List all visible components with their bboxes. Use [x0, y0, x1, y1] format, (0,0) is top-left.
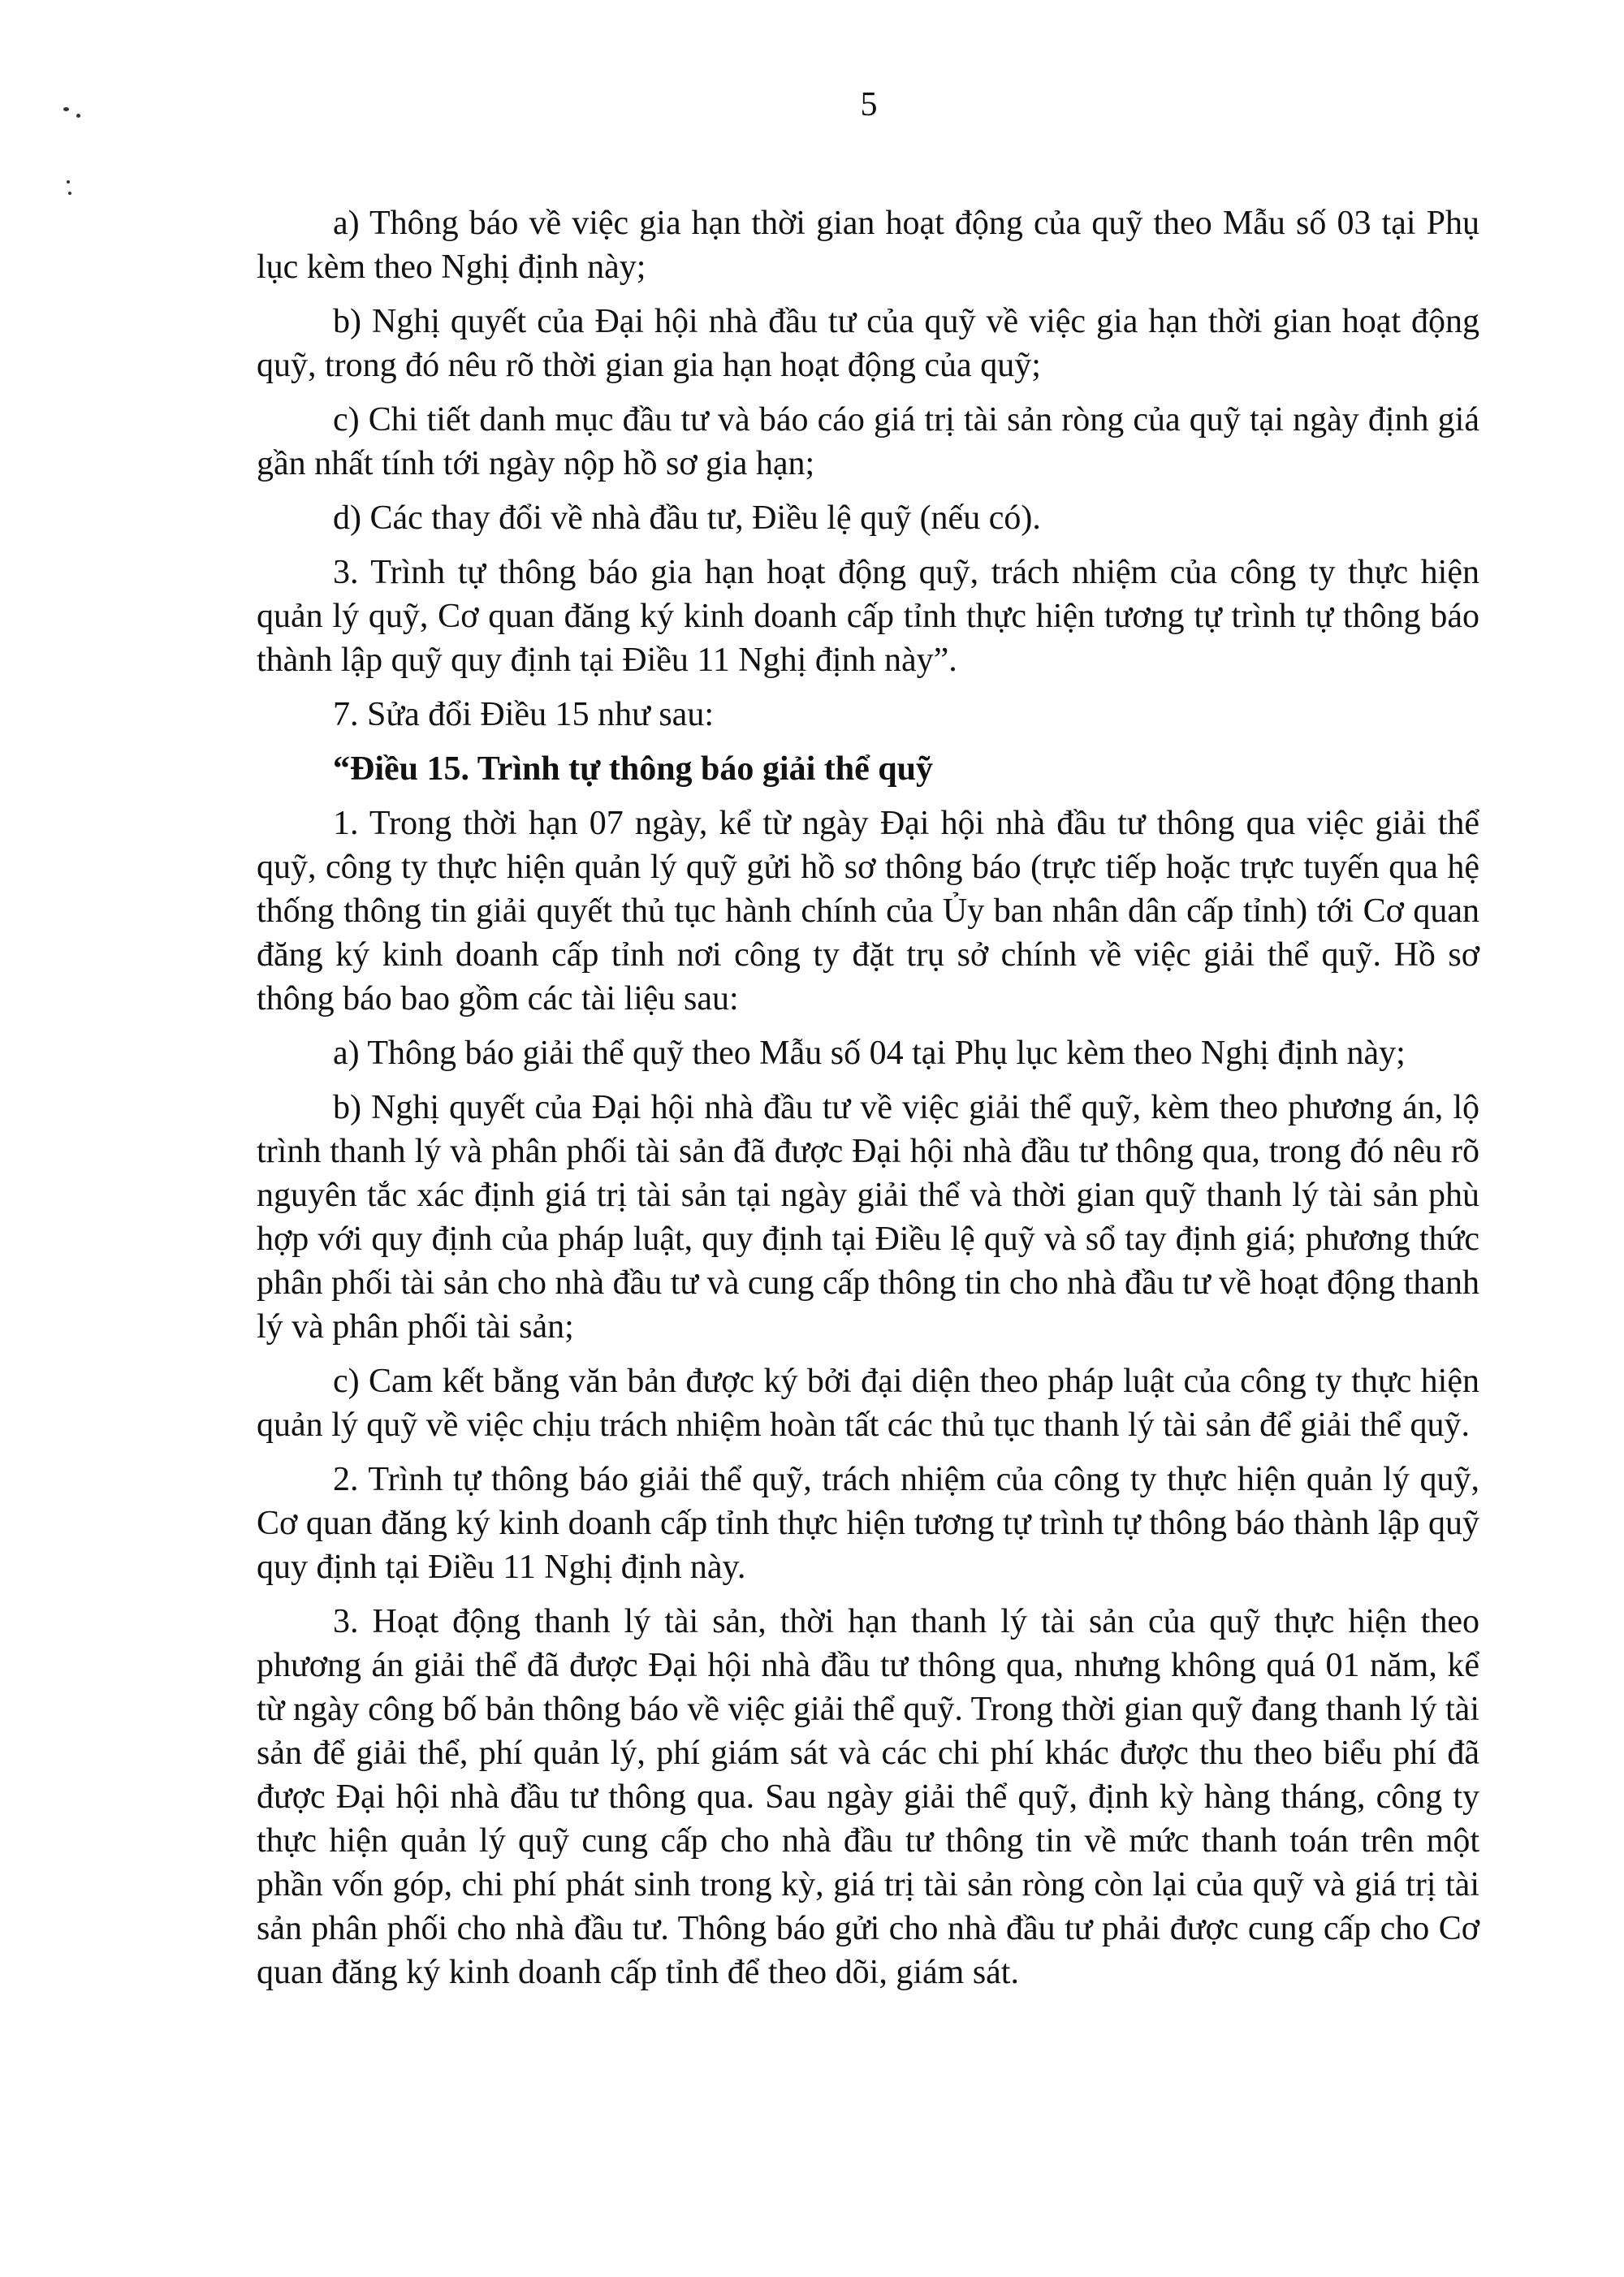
- clause-3: 3. Trình tự thông báo gia hạn hoạt động quỹ, trách nhiệm của công ty thực hiện quản lý quỹ, Cơ quan đăng ký kinh doanh cấp tỉnh thực hiện tương tự trình tự thông báo thành lập quỹ quy định tại Điều 11 Nghị định này”.: [257, 554, 1479, 679]
- article-15-clause-1a: a) Thông báo giải thể quỹ theo Mẫu số 04 tại Phụ lục kèm theo Nghị định này;: [333, 1035, 1406, 1072]
- clause-2a: a) Thông báo về việc gia hạn thời gian hoạt động của quỹ theo Mẫu số 03 tại Phụ lục kèm theo Nghị định này;: [257, 205, 1479, 286]
- page-number: 5: [860, 86, 878, 123]
- scan-speck: [68, 192, 71, 195]
- amendment-7: 7. Sửa đổi Điều 15 như sau:: [333, 696, 714, 733]
- article-15-heading: “Điều 15. Trình tự thông báo giải thể quỹ: [333, 750, 933, 788]
- clause-2d: d) Các thay đổi về nhà đầu tư, Điều lệ quỹ (nếu có).: [333, 499, 1041, 537]
- article-15-clause-1b: b) Nghị quyết của Đại hội nhà đầu tư về việc giải thể quỹ, kèm theo phương án, lộ trình thanh lý và phân phối tài sản đã được Đại hội nhà đầu tư thông qua, trong đó nêu rõ nguyên tắc xác định giá trị tài sản tại ngày giải thể và thời gian quỹ thanh lý tài sản phù hợp với quy định của pháp luật, quy định tại Điều lệ quỹ và sổ tay định giá; phương thức phân phối tài sản cho nhà đầu tư và cung cấp thông tin cho nhà đầu tư về hoạt động thanh lý và phân phối tài sản;: [257, 1089, 1479, 1346]
- clause-2b: b) Nghị quyết của Đại hội nhà đầu tư của quỹ về việc gia hạn thời gian hoạt động quỹ, trong đó nêu rõ thời gian gia hạn hoạt động của quỹ;: [257, 303, 1479, 384]
- article-15-clause-2: 2. Trình tự thông báo giải thể quỹ, trách nhiệm của công ty thực hiện quản lý quỹ, Cơ quan đăng ký kinh doanh cấp tỉnh thực hiện tương tự trình tự thông báo thành lập quỹ quy định tại Điều 11 Nghị định này.: [257, 1461, 1479, 1586]
- scan-speck: [67, 180, 70, 184]
- clause-2c: c) Chi tiết danh mục đầu tư và báo cáo giá trị tài sản ròng của quỹ tại ngày định giá gần nhất tính tới ngày nộp hồ sơ gia hạn;: [257, 401, 1479, 482]
- article-15-clause-1: 1. Trong thời hạn 07 ngày, kể từ ngày Đại hội nhà đầu tư thông qua việc giải thể quỹ, công ty thực hiện quản lý quỹ gửi hồ sơ thông báo (trực tiếp hoặc trực tuyến qua hệ thống thông tin giải quyết thủ tục hành chính của Ủy ban nhân dân cấp tỉnh) tới Cơ quan đăng ký kinh doanh cấp tỉnh nơi công ty đặt trụ sở chính về việc giải thể quỹ. Hồ sơ thông báo bao gồm các tài liệu sau:: [257, 805, 1479, 1018]
- article-15-clause-3: 3. Hoạt động thanh lý tài sản, thời hạn thanh lý tài sản của quỹ thực hiện theo phương án giải thể đã được Đại hội nhà đầu tư thông qua, nhưng không quá 01 năm, kể từ ngày công bố bản thông báo về việc giải thể quỹ. Trong thời gian quỹ đang thanh lý tài sản để giải thể, phí quản lý, phí giám sát và các chi phí khác được thu theo biểu phí đã được Đại hội nhà đầu tư thông qua. Sau ngày giải thể quỹ, định kỳ hàng tháng, công ty thực hiện quản lý quỹ cung cấp cho nhà đầu tư thông tin về mức thanh toán trên một phần vốn góp, chi phí phát sinh trong kỳ, giá trị tài sản ròng còn lại của quỹ và giá trị tài sản phân phối cho nhà đầu tư. Thông báo gửi cho nhà đầu tư phải được cung cấp cho Cơ quan đăng ký kinh doanh cấp tỉnh để theo dõi, giám sát.: [257, 1603, 1479, 1991]
- article-15-clause-1c: c) Cam kết bằng văn bản được ký bởi đại diện theo pháp luật của công ty thực hiện quản lý quỹ về việc chịu trách nhiệm hoàn tất các thủ tục thanh lý tài sản để giải thể quỹ.: [257, 1363, 1479, 1444]
- document-body: [257, 201, 1479, 2005]
